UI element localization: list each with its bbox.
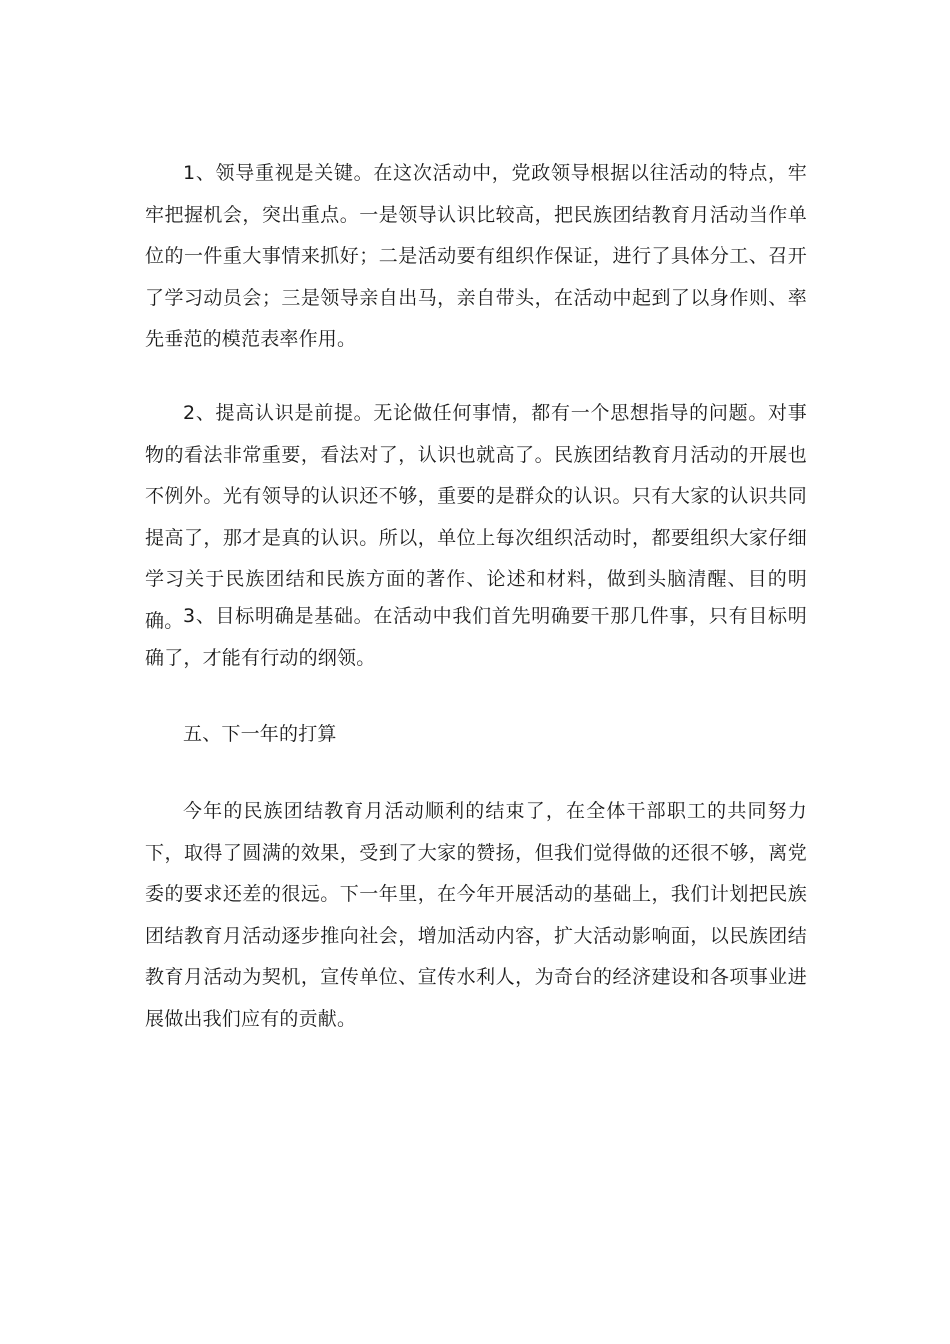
section-heading-next-year-plan: 五、下一年的打算 bbox=[183, 723, 337, 745]
paragraph-next-year-plan: 今年的民族团结教育月活动顺利的结束了，在全体干部职工的共同努力下，取得了圆满的效果，受到了大家的赞扬，但我们觉得做的还很不够，离党委的要求还差的很远。下一年里，在今年开展活动的基础上，我们计划把民族团结教育月活动逐步推向社会，增加活动内容，扩大活动影响面，以民族团结教育月活动为契机，宣传单位、宣传水利人，为奇台的经济建设和各项事业进展做出我们应有的贡献。 bbox=[145, 800, 807, 1030]
paragraph-clear-goals: 3、目标明确是基础。在活动中我们首先明确要干那几件事，只有目标明确了，才能有行动的纲领。 bbox=[145, 605, 807, 669]
paragraph-leadership-key: 1、领导重视是关键。在这次活动中，党政领导根据以往活动的特点，牢牢把握机会，突出重点。一是领导认识比较高，把民族团结教育月活动当作单位的一件重大事情来抓好；二是活动要有组织作保证，进行了具体分工、召开了学习动员会；三是领导亲自出马，亲自带头，在活动中起到了以身作则、率先垂范的模范表率作用。 bbox=[145, 162, 807, 350]
paragraph-awareness-premise: 2、提高认识是前提。无论做任何事情，都有一个思想指导的问题。对事物的看法非常重要，看法对了，认识也就高了。民族团结教育月活动的开展也不例外。光有领导的认识还不够，重要的是群众的认识。只有大家的认识共同提高了，那才是真的认识。所以，单位上每次组织活动时，都要组织大家仔细学习关于民族团结和民族方面的著作、论述和材料，做到头脑清醒、目的明确。 bbox=[145, 402, 807, 632]
